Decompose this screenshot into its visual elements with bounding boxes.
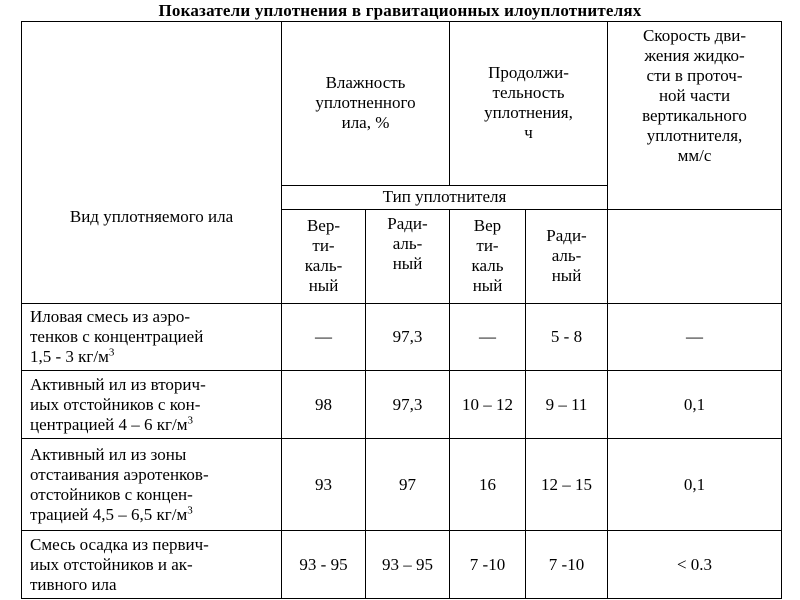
cell-hum-r: 97,3 (366, 303, 450, 371)
table-row (22, 531, 782, 599)
row-name (22, 303, 282, 371)
row-name-text: Смесь осадка из первич- иых отстойников и ак- тивного ила (30, 534, 209, 594)
row-name (22, 439, 282, 531)
cell-hum-r: 97 (366, 439, 450, 531)
cell-hum-v: 98 (282, 371, 366, 439)
cell-speed: < 0.3 (608, 531, 782, 599)
row-name-text: Иловая смесь из аэро- тенков с концентрацией 1,5 - 3 кг/м (30, 307, 204, 367)
header-vertical-duration: Вер ти- каль ный (450, 209, 526, 303)
cell-hum-v: 93 (282, 439, 366, 531)
cell-hum-r: 93 – 95 (366, 531, 450, 599)
cell-speed: 0,1 (608, 439, 782, 531)
header-radial-duration: Ради- аль- ный (526, 209, 608, 303)
header-radial-humidity: Ради- аль- ный (366, 209, 450, 303)
cell-speed: — (608, 303, 782, 371)
table-row (22, 303, 782, 371)
cell-hum-v: 93 - 95 (282, 531, 366, 599)
header-row (22, 22, 782, 186)
cell-dur-v: — (450, 303, 526, 371)
cell-dur-v: 16 (450, 439, 526, 531)
header-sludge-type (22, 22, 282, 304)
cell-dur-r: 7 -10 (526, 531, 608, 599)
cell-hum-r: 97,3 (366, 371, 450, 439)
header-speed-empty (608, 209, 782, 303)
table-title: Показатели уплотнения в гравитационных илоуплотнителях (158, 1, 642, 20)
header-duration: Продолжи- тельность уплотнения, ч (450, 22, 608, 186)
cell-dur-r: 5 - 8 (526, 303, 608, 371)
cell-dur-v: 10 – 12 (450, 371, 526, 439)
table-row (22, 371, 782, 439)
header-type: Тип уплотнителя (282, 185, 608, 209)
header-sludge-type-label: Вид уплотняемого ила (69, 206, 234, 226)
row-name-text: Активный ил из зоны отстаивания аэротенков- отстойников с концен- трацией 4,5 – 6,5 кг/м (30, 444, 209, 524)
table-row (22, 439, 782, 531)
row-name-sup: 3 (187, 414, 193, 427)
cell-dur-r: 12 – 15 (526, 439, 608, 531)
row-name (22, 531, 282, 599)
header-vertical-humidity: Вер- ти- каль- ный (282, 209, 366, 303)
cell-speed: 0,1 (608, 371, 782, 439)
row-name-sup: 3 (108, 346, 115, 359)
compaction-table (21, 21, 782, 599)
row-name-text: Активный ил из вторич- иых отстойников с кон- центрацией 4 – 6 кг/м (30, 374, 206, 434)
row-name-sup: 3 (187, 504, 193, 517)
header-speed: Скорость дви- жения жидко- сти в проточ- ной части вертикального уплотнителя, мм/с (608, 22, 782, 210)
cell-hum-v: — (282, 303, 366, 371)
cell-dur-r: 9 – 11 (526, 371, 608, 439)
header-humidity: Влажность уплотненного ила, % (282, 22, 450, 186)
row-name (22, 371, 282, 439)
cell-dur-v: 7 -10 (450, 531, 526, 599)
